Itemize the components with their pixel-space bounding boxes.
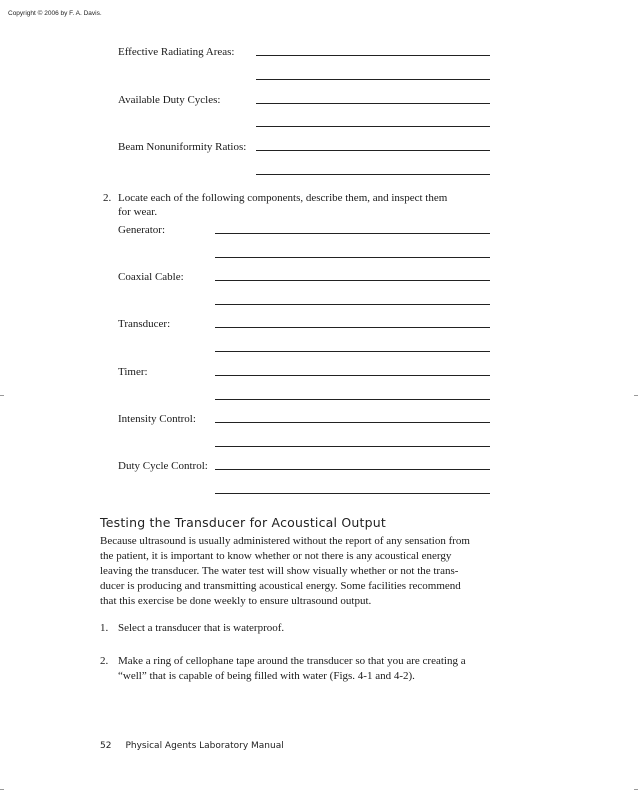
answer-line[interactable] — [215, 469, 490, 470]
field-label-available-duty-cycles: Available Duty Cycles: — [118, 94, 221, 106]
answer-line[interactable] — [215, 493, 490, 494]
field-label-generator: Generator: — [118, 224, 166, 236]
answer-line[interactable] — [215, 233, 490, 234]
answer-line[interactable] — [215, 446, 490, 447]
answer-line[interactable] — [215, 399, 490, 400]
crop-mark — [0, 789, 4, 790]
page-number: 52 — [100, 741, 112, 751]
step-number: 1. — [100, 622, 109, 634]
copyright-notice: Copyright © 2006 by F. A. Davis. — [8, 10, 102, 17]
step-number: 2. — [100, 655, 109, 667]
field-label-coaxial-cable: Coaxial Cable: — [118, 271, 184, 283]
answer-line[interactable] — [256, 55, 490, 56]
answer-line[interactable] — [215, 375, 490, 376]
answer-line[interactable] — [215, 422, 490, 423]
answer-line[interactable] — [215, 327, 490, 328]
paragraph-line: the patient, it is important to know whether or not there is any acoustical energy — [100, 550, 452, 562]
book-title: Physical Agents Laboratory Manual — [125, 741, 284, 751]
paragraph-line: ducer is producing and transmitting acoustical energy. Some facilities recommend — [100, 580, 461, 592]
paragraph-line: leaving the transducer. The water test will show visually whether or not the trans- — [100, 565, 459, 577]
field-label-effective-radiating-areas: Effective Radiating Areas: — [118, 46, 235, 58]
paragraph-line: Because ultrasound is usually administered without the report of any sensation from — [100, 535, 470, 547]
step-text-line: Make a ring of cellophane tape around the transducer so that you are creating a — [118, 655, 466, 667]
field-label-duty-cycle-control: Duty Cycle Control: — [118, 460, 208, 472]
crop-mark — [0, 395, 4, 396]
section-heading: Testing the Transducer for Acoustical Output — [100, 515, 386, 530]
paragraph-line: that this exercise be done weekly to ensure ultrasound output. — [100, 595, 372, 607]
field-label-transducer: Transducer: — [118, 318, 171, 330]
crop-mark — [634, 789, 638, 790]
answer-line[interactable] — [256, 79, 490, 80]
crop-mark — [634, 395, 638, 396]
answer-line[interactable] — [256, 126, 490, 127]
answer-line[interactable] — [256, 103, 490, 104]
step-text-line: Select a transducer that is waterproof. — [118, 622, 285, 634]
field-label-beam-nonuniformity-ratios: Beam Nonuniformity Ratios: — [118, 141, 247, 153]
step-text-line: Locate each of the following components, describe them, and inspect them — [118, 192, 448, 204]
step-number: 2. — [103, 192, 112, 204]
page-footer — [100, 741, 284, 751]
answer-line[interactable] — [215, 280, 490, 281]
step-text-line: for wear. — [118, 206, 158, 218]
answer-line[interactable] — [215, 304, 490, 305]
answer-line[interactable] — [256, 150, 490, 151]
step-text-line: “well” that is capable of being filled with water (Figs. 4-1 and 4-2). — [118, 670, 415, 682]
answer-line[interactable] — [215, 351, 490, 352]
answer-line[interactable] — [215, 257, 490, 258]
answer-line[interactable] — [256, 174, 490, 175]
field-label-intensity-control: Intensity Control: — [118, 413, 196, 425]
field-label-timer: Timer: — [118, 366, 148, 378]
